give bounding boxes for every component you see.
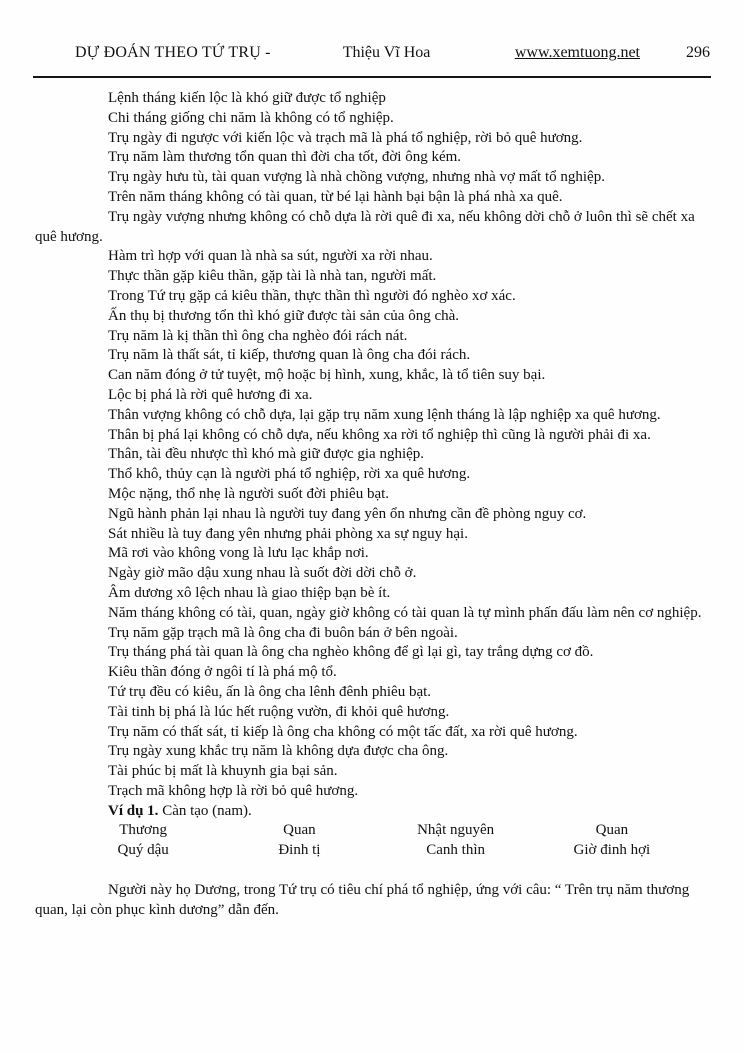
example-label: Ví dụ 1. — [108, 802, 159, 819]
four-pillars-table — [35, 821, 710, 861]
paragraph: Tài tinh bị phá là lúc hết ruộng vườn, đi khỏi quê hương. — [108, 703, 450, 720]
table-cell: Quý dậu — [117, 842, 169, 859]
paragraph: Lộc bị phá là rời quê hương đi xa. — [108, 386, 313, 403]
paragraph: Trong Tứ trụ gặp cả kiêu thần, thực thần thì người đó nghèo xơ xác. — [108, 287, 516, 304]
paragraph: Thân bị phá lại không có chỗ dựa, nếu không xa rời tổ nghiệp thì cũng là người phải đi xa. — [108, 426, 651, 443]
closing-paragraph: Người này họ Dương, trong Tứ trụ có tiêu chí phá tổ nghiệp, ứng với câu: “ Trên trụ năm thương quan, lại còn phục kình dương” dẫn đến. — [35, 882, 690, 918]
example-heading — [35, 802, 710, 822]
paragraph: Mộc nặng, thổ nhẹ là người suốt đời phiêu bạt. — [108, 485, 390, 502]
paragraph: Trên năm tháng không có tài quan, từ bé lại hành bại bận là phá nhà xa quê. — [108, 188, 563, 205]
table-cell: Canh thìn — [426, 842, 485, 859]
page-number: 296 — [686, 44, 710, 61]
paragraph: Trụ năm có thất sát, tỉ kiếp là ông cha không có một tấc đất, xa rời quê hương. — [108, 723, 578, 740]
table-cell: Thương — [119, 822, 167, 839]
paragraph: Lệnh tháng kiến lộc là khó giữ được tổ nghiệp — [108, 90, 386, 106]
paragraph: Năm tháng không có tài, quan, ngày giờ không có tài quan là tự mình phấn đấu làm nên cơ nghiệp. — [108, 604, 702, 621]
table-cell: Đinh tị — [278, 842, 321, 859]
book-title: DỰ ĐOÁN THEO TỨ TRỤ - — [75, 44, 271, 61]
table-cell: Quan — [283, 822, 316, 839]
table-cell: Quan — [595, 822, 629, 839]
paragraph: Tứ trụ đều có kiêu, ấn là ông cha lênh đênh phiêu bạt. — [108, 683, 432, 700]
paragraph: Trụ ngày xung khắc trụ năm là không dựa được cha ông. — [108, 743, 449, 760]
paragraph: Trụ năm là kị thần thì ông cha nghèo đói rách nát. — [108, 327, 408, 344]
paragraph: Trụ ngày đi ngược với kiến lộc và trạch mã là phá tổ nghiệp, rời bỏ quê hương. — [108, 129, 583, 146]
page-header — [0, 0, 744, 62]
paragraph: Trụ năm là thất sát, tỉ kiếp, thương quan là ông cha đói rách. — [108, 347, 471, 364]
paragraph: Mã rơi vào không vong là lưu lạc khắp nơi. — [108, 545, 369, 562]
paragraph: Ngày giờ mão dậu xung nhau là suốt đời dời chỗ ở. — [108, 565, 417, 582]
paragraph: Hàm trì hợp với quan là nhà sa sút, người xa rời nhau. — [108, 248, 433, 265]
paragraph: Chi tháng giống chi năm là không có tổ nghiệp. — [108, 109, 394, 126]
paragraph: Ấn thụ bị thương tổn thì khó giữ được tài sản của ông chà. — [108, 307, 460, 324]
paragraph: Tài phúc bị mất là khuynh gia bại sản. — [108, 763, 338, 780]
table-cell: Nhật nguyên — [417, 822, 495, 839]
paragraph: Ngũ hành phản lại nhau là người tuy đang yên ổn nhưng cần đề phòng nguy cơ. — [108, 505, 587, 522]
paragraph: Trụ ngày vượng nhưng không có chỗ dựa là rời quê đi xa, nếu không dời chỗ ở luôn thì sẽ chết xa quê hương. — [35, 208, 695, 245]
paragraph: Can năm đóng ở tử tuyệt, mộ hoặc bị hình, xung, khắc, là tổ tiên suy bại. — [108, 367, 546, 384]
paragraph: Thổ khô, thủy cạn là người phá tổ nghiệp, rời xa quê hương. — [108, 466, 471, 483]
paragraph: Trạch mã không hợp là rời bỏ quê hương. — [108, 782, 359, 799]
paragraph: Âm dương xô lệch nhau là giao thiệp bạn bè ít. — [108, 584, 391, 601]
paragraph: Trụ tháng phá tài quan là ông cha nghèo không để gì lại gì, tay trắng dựng cơ đồ. — [108, 644, 594, 661]
paragraph: Sát nhiều là tuy đang yên nhưng phải phòng xa sự nguy hại. — [108, 525, 468, 542]
website-link[interactable]: www.xemtuong.net — [514, 44, 640, 61]
paragraph: Trụ năm gặp trạch mã là ông cha đi buôn bán ở bên ngoài. — [108, 624, 458, 641]
paragraph: Kiêu thần đóng ở ngôi tí là phá mộ tổ. — [108, 664, 337, 681]
paragraph: Thân, tài đều nhược thì khó mà giữ được gia nghiệp. — [108, 446, 425, 463]
paragraph: Thân vượng không có chỗ dựa, lại gặp trụ năm xung lệnh tháng là lập nghiệp xa quê hương. — [108, 406, 661, 423]
paragraph: Thực thần gặp kiêu thần, gặp tài là nhà tan, người mất. — [108, 268, 437, 285]
table-cell: Giờ đinh hợi — [573, 842, 651, 859]
paragraph: Trụ ngày hưu tù, tài quan vượng là nhà chồng vượng, nhưng nhà vợ mất tổ nghiệp. — [108, 169, 605, 186]
paragraph: Trụ năm làm thương tổn quan thì đời cha tốt, đời ông kém. — [108, 149, 462, 166]
example-text: Càn tạo (nam). — [158, 802, 252, 819]
page-content — [0, 78, 744, 921]
author-name: Thiệu Vĩ Hoa — [342, 44, 431, 61]
